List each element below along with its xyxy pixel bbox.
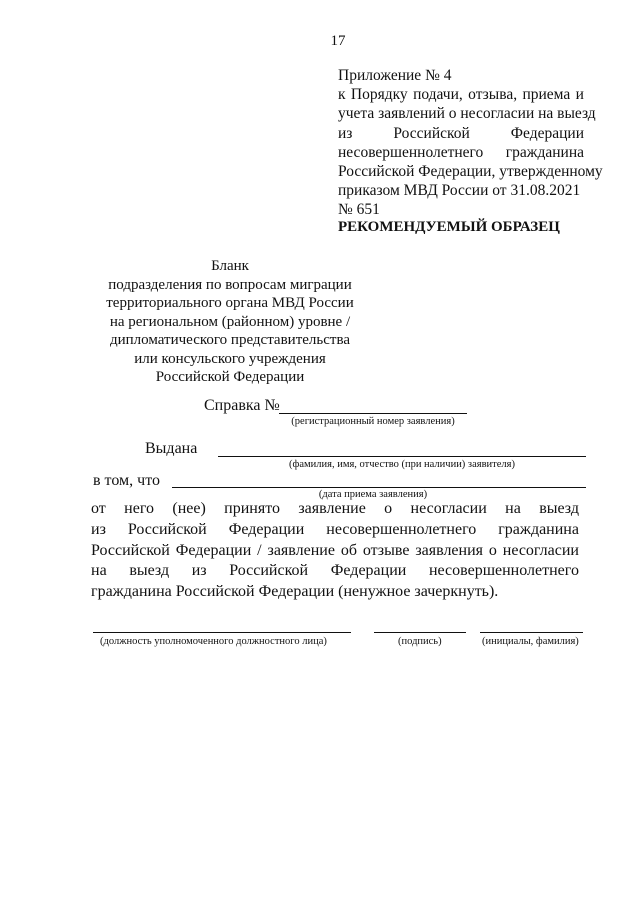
word: выезд [129, 562, 170, 580]
certificate-number-line [279, 413, 467, 414]
word: отзыва, [468, 86, 518, 104]
applicant-name-caption: (фамилия, имя, отчество (при наличии) заявителя) [289, 459, 515, 470]
word: Приложение № 4 [338, 67, 452, 84]
word: принято [224, 500, 280, 517]
word: Российской [229, 562, 309, 580]
appendix-header [338, 66, 603, 220]
statement-line [91, 582, 579, 603]
word: несовершеннолетнего [338, 143, 484, 161]
statement-text [91, 499, 579, 603]
position-caption: (должность уполномоченного должностного лица) [100, 636, 327, 647]
word: заявления [415, 541, 484, 559]
word: Порядку [350, 86, 408, 104]
text-line: подразделения по вопросам миграции [108, 276, 352, 293]
statement-line [91, 561, 579, 582]
word: заявление [298, 500, 366, 517]
initials-line [480, 632, 583, 633]
issuing-authority-block [70, 257, 390, 387]
text-line: дипломатического представительства [110, 332, 350, 348]
word: (нее) [172, 500, 206, 517]
word: о [488, 541, 497, 559]
word: из [91, 520, 106, 538]
applicant-name-line [218, 456, 586, 457]
word: и [575, 86, 584, 104]
text-line [338, 85, 584, 104]
word: приказом МВД России от 31.08.2021 [338, 182, 581, 200]
word: об [340, 541, 357, 559]
word: № 651 [338, 201, 380, 219]
word: / [257, 541, 262, 559]
word: на [505, 500, 521, 517]
certificate-number-label: Справка № [204, 397, 280, 414]
word: заявление [267, 541, 335, 559]
text-line [338, 143, 584, 162]
text-line: Российской Федерации [155, 369, 305, 385]
statement-line [91, 541, 579, 562]
text-line [338, 200, 584, 219]
issued-to-label: Выдана [145, 440, 198, 457]
word: из [191, 562, 207, 580]
word: несовершеннолетнего [326, 520, 477, 538]
statement-line [91, 499, 579, 520]
signature-line [374, 632, 466, 633]
word: о [384, 500, 393, 517]
word: несогласии [502, 541, 579, 559]
word: него [124, 500, 154, 517]
word: Федерации [330, 562, 407, 580]
word: Российской [91, 541, 170, 559]
word: подачи, [413, 86, 463, 104]
text-line: территориального органа МВД России [106, 295, 354, 311]
page-number: 17 [330, 33, 346, 49]
word: Федерации [228, 520, 305, 538]
position-line [93, 632, 351, 633]
word: несогласии [410, 500, 487, 517]
word: на [91, 562, 107, 580]
text-line: или консульского учреждения [134, 350, 326, 367]
word: Федерации [175, 541, 252, 559]
text-line [338, 104, 596, 123]
word: гражданина [505, 143, 584, 161]
signature-caption: (подпись) [398, 636, 442, 647]
word: отзыве [362, 541, 410, 559]
word: несовершеннолетнего [428, 562, 579, 580]
text-line [338, 181, 584, 200]
word: выезд [539, 500, 579, 517]
initials-caption: (инициалы, фамилия) [482, 636, 579, 647]
word: Российской Федерации, утвержденному [338, 163, 603, 181]
text-line [338, 66, 584, 85]
text-line [338, 124, 584, 143]
text-line: на региональном (районном) уровне / [109, 313, 351, 330]
text-line [338, 162, 603, 181]
word: Российской [393, 124, 470, 142]
word: гражданина [498, 520, 579, 538]
application-date-line [172, 487, 586, 488]
word: Российской [127, 520, 207, 538]
application-date-caption: (дата приема заявления) [318, 489, 428, 500]
in-that-label: в том, что [93, 472, 160, 489]
sample-heading: РЕКОМЕНДУЕМЫЙ ОБРАЗЕЦ [338, 219, 560, 235]
word: учета заявлений о несогласии на выезд [338, 105, 596, 123]
text-line: Бланк [211, 258, 249, 274]
word: к [338, 86, 346, 104]
certificate-number-caption: (регистрационный номер заявления) [291, 416, 455, 427]
word: из [338, 124, 353, 142]
word: от [91, 500, 106, 517]
word: приема [522, 86, 571, 104]
word: гражданина Российской Федерации (ненужное зачеркнуть). [91, 583, 499, 601]
word: Федерации [510, 124, 584, 142]
statement-line [91, 520, 579, 541]
